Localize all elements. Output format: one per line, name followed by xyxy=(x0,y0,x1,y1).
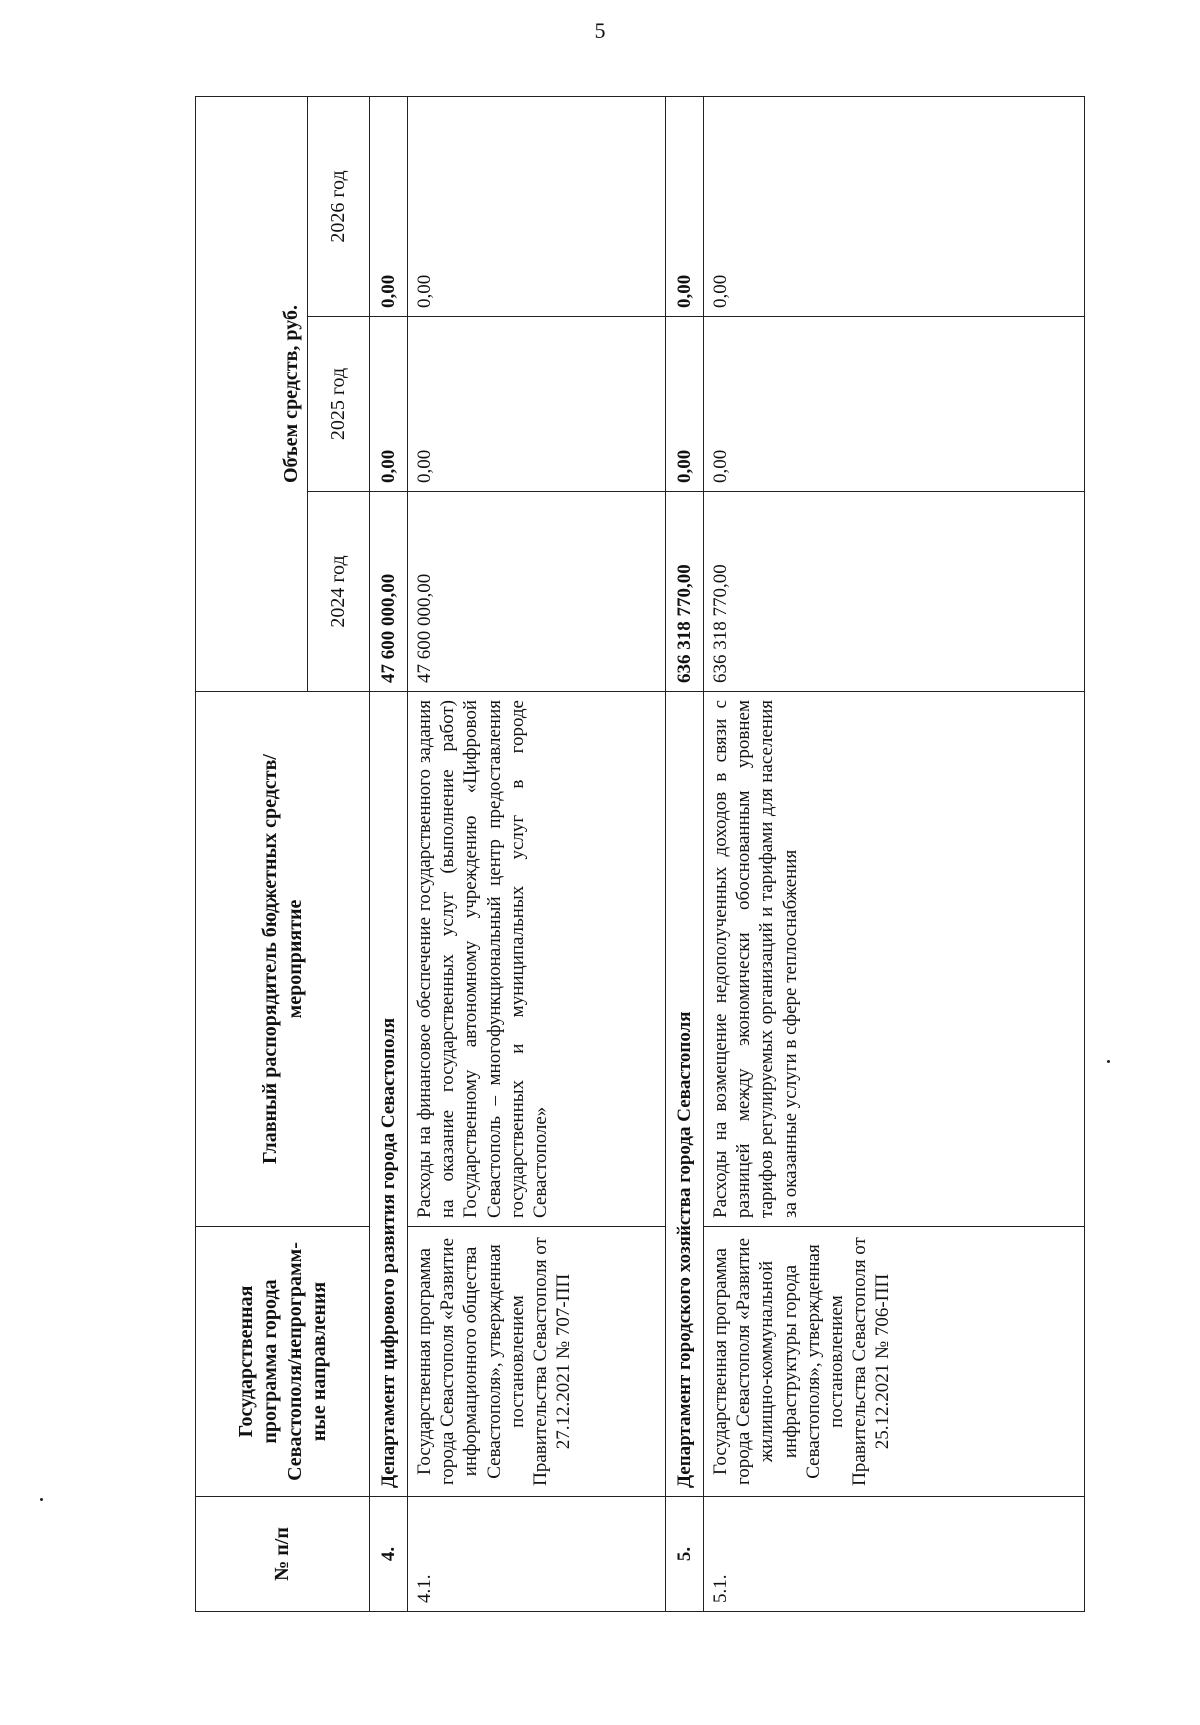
header-distributor: Главный распорядитель бюджетных средств/мероприятие xyxy=(196,692,370,1227)
section-total-2024: 636 318 770,00 xyxy=(666,492,704,692)
header-2024: 2024 год xyxy=(308,492,370,692)
table-row xyxy=(370,97,408,1612)
section-num: 5. xyxy=(666,1497,704,1612)
row-value-2026: 0,00 xyxy=(408,97,666,317)
table-row xyxy=(408,97,666,1612)
row-num: 4.1. xyxy=(408,1497,666,1612)
section-total-2025: 0,00 xyxy=(666,317,704,492)
row-program: Государственная программа города Севастополя «Развитие информационного общества Севастополя», утвержденная постановлением Правительства Севастополя от 27.12.2021 № 707-ПП xyxy=(408,1227,666,1497)
rotated-table-container xyxy=(195,97,1085,1612)
section-title: Департамент городского хозяйства города Севастополя xyxy=(666,692,704,1497)
row-value-2024: 636 318 770,00 xyxy=(704,492,1085,692)
section-num: 4. xyxy=(370,1497,408,1612)
row-measure: Расходы на возмещение недополученных доходов в связи с разницей между экономически обоснованным уровнем тарифов регулируемых организаций и тарифами для населения за оказанные услуги в сфере теплоснабжения xyxy=(704,692,1085,1227)
header-2026: 2026 год xyxy=(308,97,370,317)
row-value-2025: 0,00 xyxy=(704,317,1085,492)
scan-speck xyxy=(1107,1060,1110,1063)
table-row xyxy=(666,97,704,1612)
row-program: Государственная программа города Севастополя «Развитие жилищно-коммунальной инфраструктуры города Севастополя», утвержденная постановлением Правительства Севастополя от 25.12.2021 № 706-ПП xyxy=(704,1227,1085,1497)
section-total-2024: 47 600 000,00 xyxy=(370,492,408,692)
row-measure: Расходы на финансовое обеспечение государственного задания на оказание государственных услуг (выполнение работ) Государственному автономному учреждению «Цифровой Севастополь – многофункциональный центр предоставления государственных и муниципальных услуг в городе Севастополе» xyxy=(408,692,666,1227)
budget-table xyxy=(195,96,1085,1612)
header-2025: 2025 год xyxy=(308,317,370,492)
section-title: Департамент цифрового развития города Севастополя xyxy=(370,692,408,1497)
row-value-2025: 0,00 xyxy=(408,317,666,492)
section-total-2025: 0,00 xyxy=(370,317,408,492)
section-total-2026: 0,00 xyxy=(666,97,704,317)
header-num: № п/п xyxy=(196,1497,370,1612)
row-value-2024: 47 600 000,00 xyxy=(408,492,666,692)
scan-speck xyxy=(40,1498,43,1501)
table-row xyxy=(704,97,1085,1612)
section-total-2026: 0,00 xyxy=(370,97,408,317)
header-volume: Объем средств, руб. xyxy=(196,97,308,692)
page-number: 5 xyxy=(594,18,606,43)
header-program: Государственная программа города Севастополя/непрограмм-ные направления xyxy=(196,1227,370,1497)
row-value-2026: 0,00 xyxy=(704,97,1085,317)
row-num: 5.1. xyxy=(704,1497,1085,1612)
